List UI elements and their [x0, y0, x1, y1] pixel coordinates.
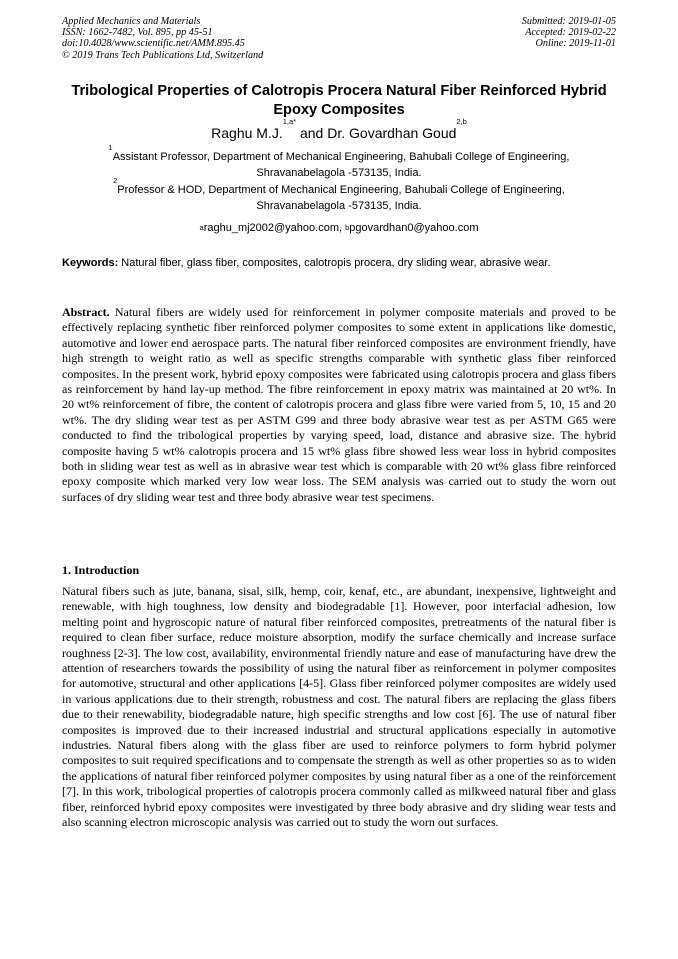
paper-title: Tribological Properties of Calotropis Procera Natural Fiber Reinforced Hybrid Epoxy Composites — [71, 83, 607, 118]
author-separator: and — [296, 125, 328, 141]
author-2-affiliation-mark: 2,b — [456, 117, 467, 126]
affiliation-2-mark: 2 — [113, 176, 118, 185]
author-emails — [62, 221, 616, 236]
keywords-text: Natural fiber, glass fiber, composites, calotropis procera, dry sliding wear, abrasive wear. — [118, 257, 551, 269]
journal-name: Applied Mechanics and Materials — [62, 16, 201, 27]
affiliation-1 — [62, 143, 616, 181]
affiliation-2-line-1: Professor & HOD, Department of Mechanical Engineering, Bahubali College of Engineering, — [117, 184, 565, 196]
online-date: Online: 2019-11-01 — [535, 38, 616, 50]
abstract-label: Abstract. — [62, 305, 110, 319]
author-line — [62, 117, 616, 142]
abstract — [62, 305, 616, 505]
journal-copyright: © 2019 Trans Tech Publications Ltd, Switzerland — [62, 49, 264, 61]
journal-issn: ISSN: 1662-7482, Vol. 895, pp 45-51 — [62, 27, 213, 39]
introduction-text: Natural fibers such as jute, banana, sisal, silk, hemp, coir, kenaf, etc., are abundant, inexpensive, lightweight and renewable, with high toughness, low density and biodegradable [1]. However, poor interfacial adhesion, low melting point and hygroscopic nature of natural fiber reinforced composites, pretreatments of the natural fiber is required to clean fiber surface, reduce moisture absorption, modify the surface chemically and increase surface roughness [2-3]. The low cost, availability, environmental friendly nature and ease of manufacturing have drew the attention of researchers towards the possibility of using the natural fiber as reinforcement in polymer composites for automotive, structural and other applications [4-5]. Glass fiber reinforced polymer composites are widely used in various applications due to their strength, robustness and cost. The natural fibers are replacing the glass fibers due to their renewability, biodegradable nature, high specific strengths and low cost [6]. The use of natural fiber composites is improved due to their increased industrial and structural applications especially in automotive industries. Natural fibers along with the glass fiber are used to reinforce polymers to form hybrid polymer composites to suit required specifications and to compensate the strength as well as other properties so as to widen the applications of natural fiber reinforced polymer composites by using natural fiber as a one of the reinforcement [7]. In this work, tribological properties of calotropis procera commonly called as milkweed natural fiber and glass fiber, reinforced hybrid epoxy composites were investigated by three body abrasive and dry sliding wear tests and also scanning electron microscopic analysis was carried out to study the worn out surfaces. — [62, 584, 616, 830]
affiliation-1-line-2: Shravanabelagola -573135, India. — [256, 166, 422, 179]
email-b[interactable]: pgovardhan0@yahoo.com — [349, 222, 479, 234]
submitted-date: Submitted: 2019-01-05 — [521, 16, 616, 27]
email-b-mark: b — [345, 223, 350, 232]
affiliation-2 — [62, 176, 616, 214]
abstract-text: Natural fibers are widely used for reinforcement in polymer composite materials and proved to be effectively replacing synthetic fiber reinforced polymer composites to some extent in applications like domestic, automotive and lower end aerospace parts. The natural fiber reinforced composites are environment friendly, have high strength to weight ratio as well as specific strengths comparable with synthetic glass fiber reinforced composites. In the present work, hybrid epoxy composites were fabricated using calotropis procera and glass fibers as reinforcement by hand lay-up method. The fibre reinforcement in epoxy matrix was maintained at 20 wt%. In 20 wt% reinforcement of fibre, the content of calotropis procera and glass fibre were varied from 5, 10, 15 and 20 wt%. The dry sliding wear test as per ASTM G99 and three body abrasive wear test as per ASTM G65 were conducted to find the tribological properties by varying speed, load, distance and abrasive size. The hybrid composite having 5 wt% calotropis procera and 15 wt% glass fibre showed less wear loss in hybrid composites both in sliding wear test as well as in abrasive wear test which is comparable with 20 wt% glass fibre reinforced epoxy composite which marked very low wear loss. The SEM analysis was carried out to study the worn out surfaces of dry sliding wear test and three body abrasive wear test specimens. — [62, 305, 616, 504]
keywords — [62, 256, 616, 271]
email-a[interactable]: raghu_mj2002@yahoo.com, — [203, 222, 346, 234]
affiliation-1-mark: 1 — [108, 143, 113, 152]
affiliation-1-line-1: Assistant Professor, Department of Mechanical Engineering, Bahubali College of Engineering, — [112, 151, 570, 163]
author-1-affiliation-mark: 1,a* — [282, 117, 297, 126]
email-a-mark: a — [199, 223, 204, 232]
publication-dates — [522, 16, 616, 50]
introduction-heading: 1. Introduction — [62, 563, 140, 577]
author-2: Dr. Govardhan Goud — [327, 125, 457, 141]
accepted-date: Accepted: 2019-02-22 — [525, 27, 616, 39]
affiliation-2-line-2: Shravanabelagola -573135, India. — [256, 199, 422, 212]
journal-info — [62, 16, 263, 61]
author-1: Raghu M.J. — [211, 125, 283, 141]
keywords-label: Keywords: — [62, 257, 119, 269]
journal-doi: doi:10.4028/www.scientific.net/AMM.895.45 — [62, 38, 245, 50]
